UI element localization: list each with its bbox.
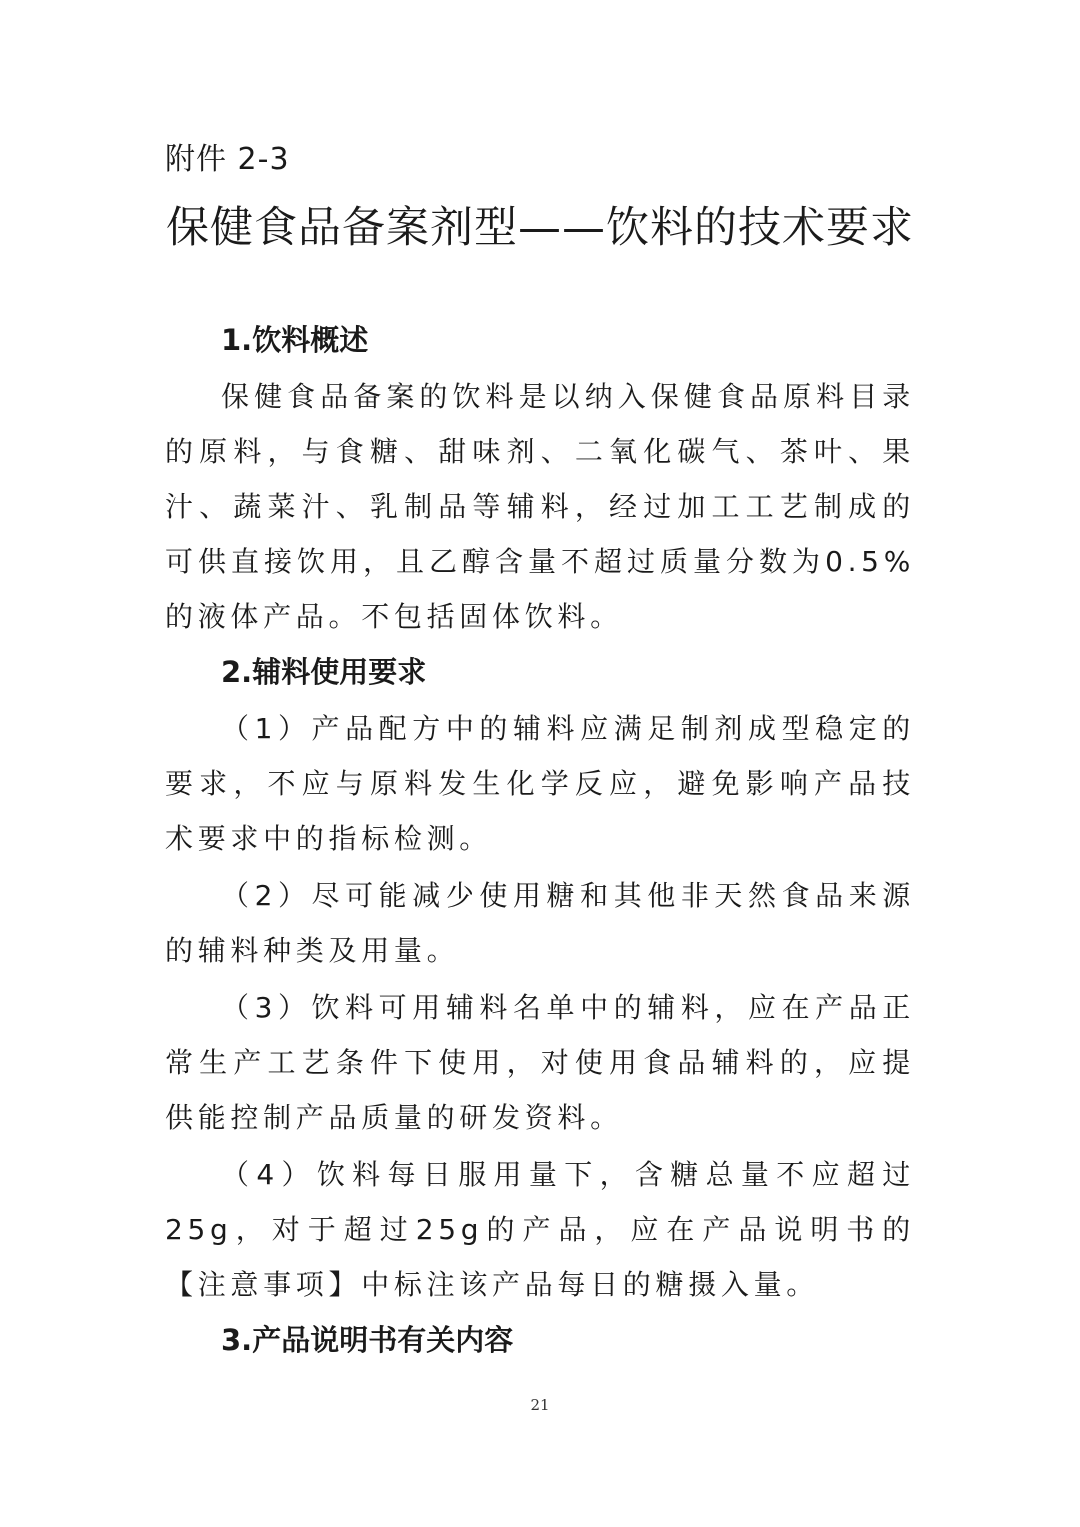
document-body (165, 312, 915, 1369)
paragraph-beverage-definition: 保健食品备案的饮料是以纳入保健食品原料目录的原料，与食糖、甜味剂、二氧化碳气、茶叶、果汁、蔬菜汁、乳制品等辅料，经过加工工艺制成的可供直接饮用，且乙醇含量不超过质量分数为0.5%的液体产品。不包括固体饮料。 (165, 380, 915, 633)
paragraph-excipient-requirement-4: （4）饮料每日服用量下，含糖总量不应超过25g，对于超过25g的产品，应在产品说明书的【注意事项】中标注该产品每日的糖摄入量。 (165, 1158, 915, 1301)
paragraph-excipient-requirement-3: （3）饮料可用辅料名单中的辅料，应在产品正常生产工艺条件下使用，对使用食品辅料的，应提供能控制产品质量的研发资料。 (165, 991, 915, 1134)
document-title: 保健食品备案剂型——饮料的技术要求 (166, 203, 914, 253)
paragraph-excipient-requirement-2: （2）尽可能减少使用糖和其他非天然食品来源的辅料种类及用量。 (165, 879, 915, 967)
attachment-label: 附件 2-3 (165, 142, 290, 177)
section-heading-excipient-requirements: 2.辅料使用要求 (221, 655, 427, 689)
paragraph-excipient-requirement-1: （1）产品配方中的辅料应满足制剂成型稳定的要求，不应与原料发生化学反应，避免影响产品技术要求中的指标检测。 (165, 712, 915, 855)
section-heading-product-manual: 3.产品说明书有关内容 (221, 1323, 514, 1357)
page-number: 21 (530, 1396, 550, 1414)
section-heading-beverage-overview: 1.饮料概述 (221, 323, 369, 357)
